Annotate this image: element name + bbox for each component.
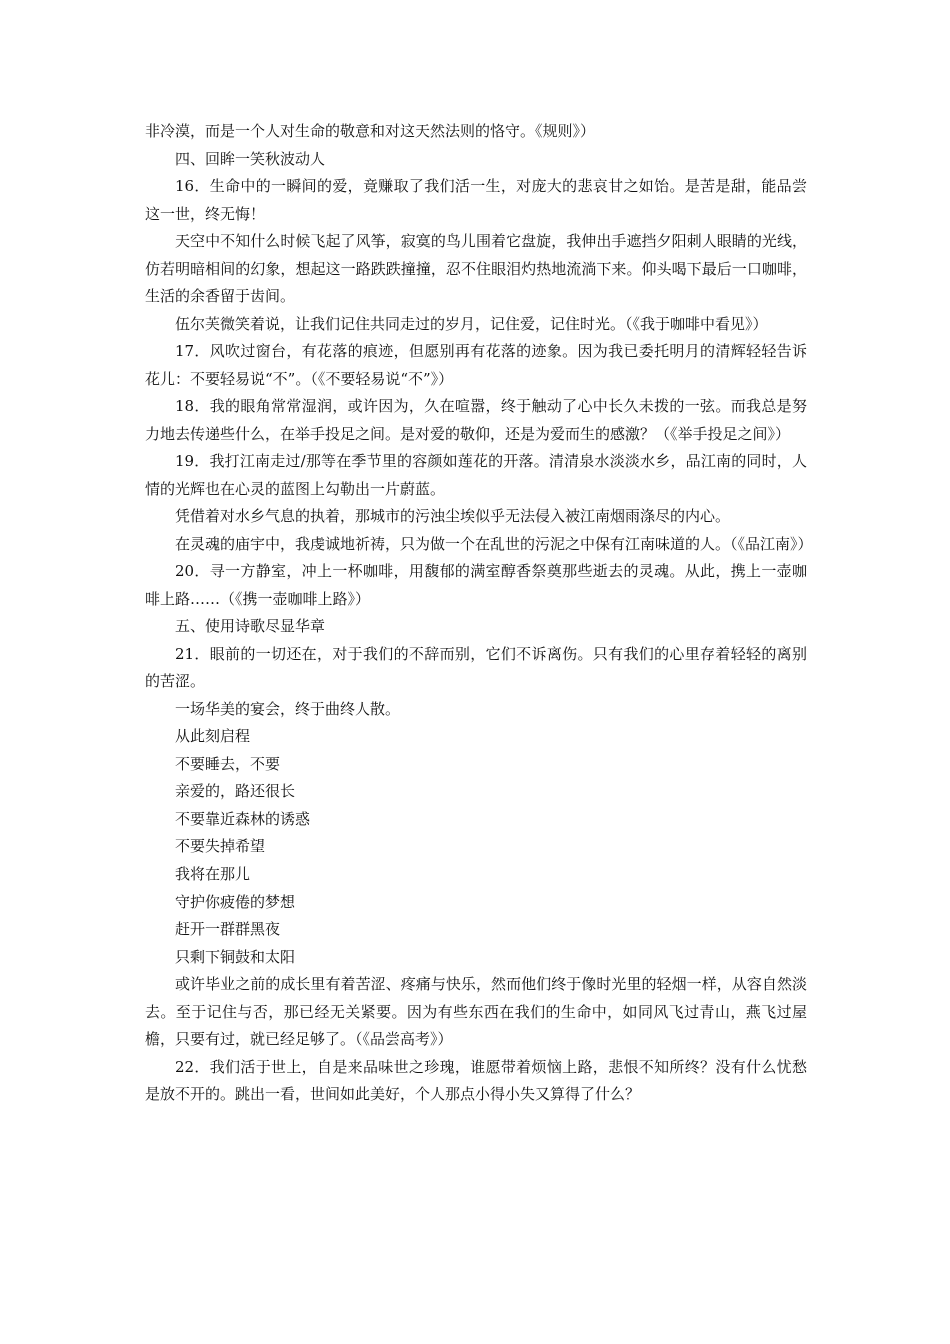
paragraph: 19．我打江南走过/那等在季节里的容颜如莲花的开落。清清泉水淡淡水乡，品江南的同时，人情的光辉也在心灵的蓝图上勾勒出一片蔚蓝。 (145, 452, 807, 498)
poem-line: 从此刻启程 (175, 727, 251, 745)
poem-line: 亲爱的，路还很长 (175, 782, 296, 801)
poem-line: 不要睡去，不要 (175, 754, 281, 773)
paragraph: 在灵魂的庙宇中，我虔诚地祈祷，只为做一个在乱世的污泥之中保有江南味道的人。（《品江南》） (175, 534, 813, 553)
paragraph: 凭借着对水乡气息的执着，那城市的污浊尘埃似乎无法侵入被江南烟雨涤尽的内心。 (175, 507, 731, 525)
paragraph: 16．生命中的一瞬间的爱，竟赚取了我们活一生，对庞大的悲哀甘之如饴。是苦是甜，能品尝这一世，终无悔！ (145, 177, 807, 223)
poem-line: 赶开一群群黑夜 (175, 920, 281, 939)
paragraph: 17．风吹过窗台，有花落的痕迹，但愿别再有花落的迹象。因为我已委托明月的清辉轻轻告诉花儿：不要轻易说“不”。（《不要轻易说“不”》） (145, 342, 807, 388)
paragraph: 21．眼前的一切还在，对于我们的不辞而别，它们不诉离伤。只有我们的心里存着轻轻的离别的苦涩。 (145, 644, 807, 690)
document-page (145, 118, 813, 1109)
paragraph: 20．寻一方静室，冲上一杯咖啡，用馥郁的满室醇香祭奠那些逝去的灵魂。从此，携上一壶咖啡上路……（《携一壶咖啡上路》） (145, 562, 807, 608)
section-heading: 四、回眸一笑秋波动人 (175, 149, 326, 168)
poem-line: 只剩下铜鼓和太阳 (175, 947, 296, 966)
paragraph: 伍尔芙微笑着说，让我们记住共同走过的岁月，记住爱，记住时光。（《我于咖啡中看见》） (175, 314, 768, 333)
paragraph: 22．我们活于世上，自是来品味世之珍瑰，谁愿带着烦恼上路，悲恨不知所终？没有什么忧愁是放不开的。跳出一看，世间如此美好，个人那点小得小失又算得了什么？ (145, 1057, 807, 1104)
paragraph: 天空中不知什么时候飞起了风筝，寂寞的鸟儿围着它盘旋，我伸出手遮挡夕阳刺人眼睛的光线，仿若明暗相间的幻象，想起这一路跌跌撞撞，忍不住眼泪灼热地流淌下来。仰头喝下最后一口咖啡，生活的余香留于齿间。 (145, 232, 807, 305)
poem (145, 723, 807, 971)
poem-line: 不要靠近森林的诱惑 (175, 809, 311, 828)
poem-line: 守护你疲倦的梦想 (175, 892, 296, 911)
paragraph: 一场华美的宴会，终于曲终人散。 (175, 699, 401, 718)
paragraph: 非冷漠，而是一个人对生命的敬意和对这天然法则的恪守。《规则》） (145, 122, 596, 140)
poem-line: 不要失掉希望 (175, 837, 266, 856)
paragraph: 或许毕业之前的成长里有着苦涩、疼痛与快乐，然而他们终于像时光里的轻烟一样，从容自然淡去。至于记住与否，那已经无关紧要。因为有些东西在我们的生命中，如同风飞过青山，燕飞过屋檐，只要有过，就已经足够了。（《品尝高考》） (145, 975, 807, 1049)
section-heading: 五、使用诗歌尽显华章 (175, 617, 326, 635)
poem-line: 我将在那儿 (175, 864, 251, 883)
paragraph: 18．我的眼角常常湿润，或许因为，久在喧嚣，终于触动了心中长久未拨的一弦。而我总是努力地去传递些什么，在举手投足之间。是对爱的敬仰，还是为爱而生的感激？（《举手投足之间》） (145, 397, 807, 443)
